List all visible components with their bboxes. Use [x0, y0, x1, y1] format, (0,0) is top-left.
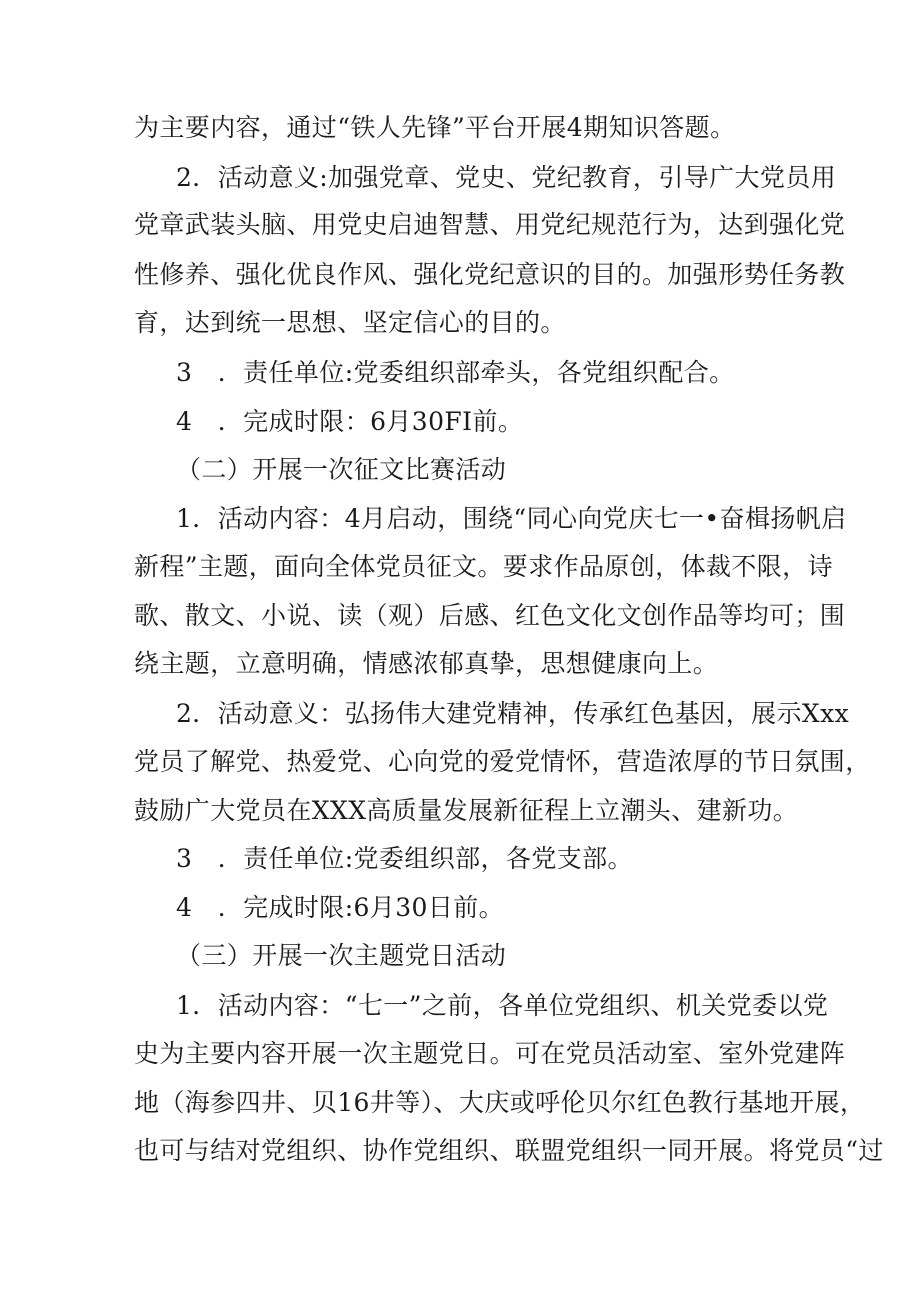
- text-line: 绕主题，立意明确，情感浓郁真挚，思想健康向上。: [134, 649, 719, 678]
- text-line: 地（海参四井、贝16井等）、大庆或呼伦贝尔红色教行基地开展，: [134, 1088, 866, 1117]
- text-line: 为主要内容，通过“铁人先锋”平台开展4期知识答题。: [134, 113, 736, 142]
- text-line: 育，达到统一思想、坚定信心的目的。: [134, 308, 566, 337]
- text-line: 党章武装头脑、用党史启迪智慧、用党纪规范行为，达到强化党: [134, 210, 846, 239]
- text-line: 3 ．责任单位:党委组织部牵头，各党组织配合。: [176, 358, 735, 387]
- text-line: 歌、散文、小说、读（观）后感、红色文化文创作品等均可；围: [134, 601, 846, 630]
- text-line: 1．活动内容：“七一”之前，各单位党组织、机关党委以党: [176, 991, 829, 1020]
- text-line: 2．活动意义:加强党章、党史、党纪教育，引导广大党员用: [176, 163, 837, 192]
- text-line: 新程”主题，面向全体党员征文。要求作品原创，体裁不限，诗: [134, 552, 833, 581]
- text-line: 鼓励广大党员在XXX高质量发展新征程上立潮头、建新功。: [134, 796, 799, 825]
- section-heading: （二）开展一次征文比赛活动: [176, 455, 507, 484]
- section-heading: （三）开展一次主题党日活动: [176, 941, 507, 970]
- text-line: 性修养、强化优良作风、强化党纪意识的目的。加强形势任务教: [134, 260, 846, 289]
- text-line: 也可与结对党组织、协作党组织、联盟党组织一同开展。将党员“过: [134, 1136, 884, 1165]
- text-line: 史为主要内容开展一次主题党日。可在党员活动室、室外党建阵: [134, 1039, 846, 1068]
- text-line: 党员了解党、热爱党、心向党的爱党情怀，营造浓厚的节日氛围，: [134, 747, 871, 776]
- text-line: 3 ．责任单位:党委组织部，各党支部。: [176, 844, 633, 873]
- text-line: 1．活动内容：4月启动，围绕“同心向党庆七一•奋楫扬帆启: [176, 504, 847, 533]
- text-line: 4 ．完成时限:6月30日前。: [176, 893, 505, 922]
- text-line: 4 ．完成时限：6月30FI前。: [176, 407, 524, 436]
- text-line: 2．活动意义：弘扬伟大建党精神，传承红色基因，展示Xxx: [176, 699, 850, 728]
